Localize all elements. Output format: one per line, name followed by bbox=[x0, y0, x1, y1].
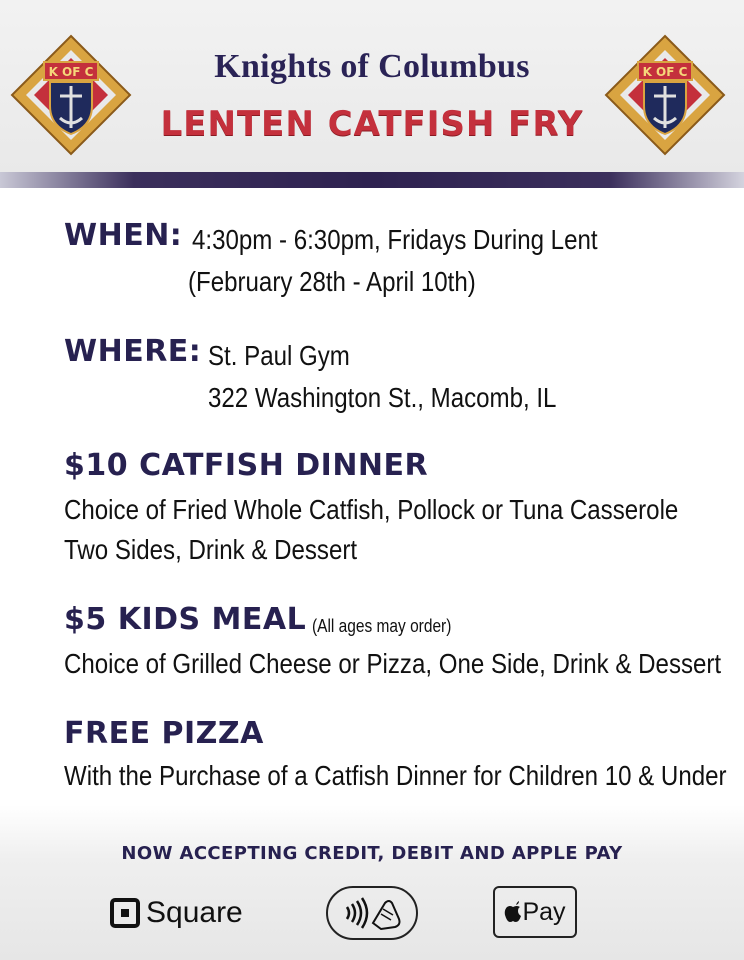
square-logo bbox=[110, 893, 243, 933]
where-address: 322 Washington St., Macomb, IL bbox=[208, 382, 557, 413]
apple-icon bbox=[504, 901, 522, 923]
square-icon bbox=[110, 898, 140, 928]
organization-title: Knights of Columbus bbox=[214, 48, 530, 85]
when-time: 4:30pm - 6:30pm, Fridays During Lent bbox=[192, 224, 598, 255]
apple-pay-label: Pay bbox=[522, 897, 566, 926]
kids-meal-choices: Choice of Grilled Cheese or Pizza, One Side, Drink & Dessert bbox=[64, 648, 722, 679]
emblem-text-right: K OF C bbox=[642, 65, 688, 79]
dinner-label: $10 CATFISH DINNER bbox=[64, 448, 429, 483]
kids-meal-label: $5 KIDS MEAL bbox=[64, 602, 307, 637]
contactless-icon bbox=[337, 893, 407, 933]
square-wordmark: Square bbox=[146, 896, 243, 929]
dinner-choices: Choice of Fried Whole Catfish, Pollock or Tuna Casserole bbox=[64, 494, 679, 525]
free-pizza-details: With the Purchase of a Catfish Dinner for Children 10 & Under bbox=[64, 760, 727, 791]
kids-meal-note: (All ages may order) bbox=[312, 616, 452, 636]
dinner-sides: Two Sides, Drink & Dessert bbox=[64, 534, 358, 565]
apple-pay-logo bbox=[493, 886, 577, 938]
contactless-payment-logo bbox=[326, 886, 418, 940]
emblem-text-left: K OF C bbox=[48, 65, 94, 79]
where-label: WHERE: bbox=[64, 334, 202, 369]
free-pizza-label: FREE PIZZA bbox=[64, 716, 264, 751]
event-title: LENTEN CATFISH FRY bbox=[160, 104, 584, 144]
where-venue: St. Paul Gym bbox=[208, 340, 350, 371]
payment-heading: NOW ACCEPTING CREDIT, DEBIT AND APPLE PAY bbox=[121, 843, 623, 864]
when-dates: (February 28th - April 10th) bbox=[188, 266, 476, 297]
header-divider-bar bbox=[0, 172, 744, 188]
when-label: WHEN: bbox=[64, 218, 183, 253]
